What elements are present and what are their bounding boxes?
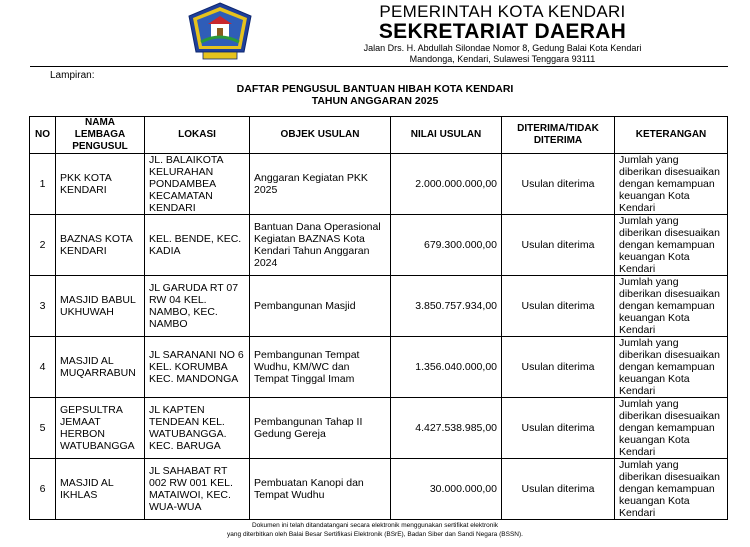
institution-name: GEPSULTRA JEMAAT HERBON WATUBANGGA — [56, 398, 145, 459]
row-number: 5 — [30, 398, 56, 459]
remarks: Jumlah yang diberikan disesuaikan dengan kemampuan keuangan Kota Kendari — [615, 398, 728, 459]
proposal-object: Anggaran Kegiatan PKK 2025 — [250, 154, 391, 215]
table-row — [30, 337, 728, 398]
institution-name: BAZNAS KOTA KENDARI — [56, 215, 145, 276]
col-header-no: NO — [30, 117, 56, 154]
proposal-value: 1.356.040.000,00 — [391, 337, 502, 398]
lampiran-label: Lampiran: — [50, 70, 95, 81]
proposal-object: Pembuatan Kanopi dan Tempat Wudhu — [250, 459, 391, 520]
electronic-signature-note — [0, 521, 750, 539]
row-number: 3 — [30, 276, 56, 337]
remarks: Jumlah yang diberikan disesuaikan dengan kemampuan keuangan Kota Kendari — [615, 215, 728, 276]
location: JL SAHABAT RT 002 RW 001 KEL. MATAIWOI, KEC. WUA-WUA — [145, 459, 250, 520]
table-row — [30, 459, 728, 520]
row-number: 6 — [30, 459, 56, 520]
office-heading: SEKRETARIAT DAERAH — [378, 20, 627, 43]
acceptance-status: Usulan diterima — [502, 337, 615, 398]
table-row — [30, 398, 728, 459]
institution-name: MASJID AL MUQARRABUN — [56, 337, 145, 398]
address-line-2: Mandonga, Kendari, Sulawesi Tenggara 93111 — [409, 54, 596, 64]
row-number: 2 — [30, 215, 56, 276]
table-row — [30, 215, 728, 276]
acceptance-status: Usulan diterima — [502, 215, 615, 276]
document-subtitle: TAHUN ANGGARAN 2025 — [311, 95, 439, 107]
remarks: Jumlah yang diberikan disesuaikan dengan kemampuan keuangan Kota Kendari — [615, 337, 728, 398]
location: JL GARUDA RT 07 RW 04 KEL. NAMBO, KEC. NAMBO — [145, 276, 250, 337]
institution-name: PKK KOTA KENDARI — [56, 154, 145, 215]
acceptance-status: Usulan diterima — [502, 276, 615, 337]
proposal-object: Bantuan Dana Operasional Kegiatan BAZNAS Kota Kendari Tahun Anggaran 2024 — [250, 215, 391, 276]
acceptance-status: Usulan diterima — [502, 154, 615, 215]
col-header-status: DITERIMA/TIDAK DITERIMA — [502, 117, 615, 154]
remarks: Jumlah yang diberikan disesuaikan dengan kemampuan keuangan Kota Kendari — [615, 459, 728, 520]
location: JL SARANANI NO 6 KEL. KORUMBA KEC. MANDONGA — [145, 337, 250, 398]
col-header-keterangan: KETERANGAN — [615, 117, 728, 154]
document-title: DAFTAR PENGUSUL BANTUAN HIBAH KOTA KENDARI — [236, 83, 514, 95]
address-line-1: Jalan Drs. H. Abdullah Silondae Nomor 8, Gedung Balai Kota Kendari — [363, 43, 642, 53]
row-number: 4 — [30, 337, 56, 398]
footer-line-1: Dokumen ini telah ditandatangani secara elektronik menggunakan sertifikat elektronik — [251, 522, 499, 529]
office-address — [255, 43, 750, 65]
location: JL KAPTEN TENDEAN KEL. WATUBANGGA. KEC. BARUGA — [145, 398, 250, 459]
remarks: Jumlah yang diberikan disesuaikan dengan kemampuan keuangan Kota Kendari — [615, 276, 728, 337]
col-header-nama: NAMA LEMBAGA PENGUSUL — [56, 117, 145, 154]
proposal-value: 30.000.000,00 — [391, 459, 502, 520]
government-heading: PEMERINTAH KOTA KENDARI — [379, 2, 626, 21]
footer-line-2: yang diterbitkan oleh Balai Besar Sertifikasi Elektronik (BSrE), Badan Siber dan Sandi Negara (BSSN). — [227, 531, 523, 538]
proposal-value: 4.427.538.985,00 — [391, 398, 502, 459]
proposal-value: 679.300.000,00 — [391, 215, 502, 276]
institution-name: MASJID AL IKHLAS — [56, 459, 145, 520]
proposal-value: 3.850.757.934,00 — [391, 276, 502, 337]
grant-proposals-table — [29, 116, 728, 520]
institution-name: MASJID BABUL UKHUWAH — [56, 276, 145, 337]
header-divider — [30, 66, 728, 67]
col-header-lokasi: LOKASI — [145, 117, 250, 154]
remarks: Jumlah yang diberikan disesuaikan dengan kemampuan keuangan Kota Kendari — [615, 154, 728, 215]
location: JL. BALAIKOTA KELURAHAN PONDAMBEA KECAMATAN KENDARI — [145, 154, 250, 215]
table-header-row — [30, 117, 728, 154]
location: KEL. BENDE, KEC. KADIA — [145, 215, 250, 276]
proposal-value: 2.000.000.000,00 — [391, 154, 502, 215]
row-number: 1 — [30, 154, 56, 215]
col-header-objek: OBJEK USULAN — [250, 117, 391, 154]
proposal-object: Pembangunan Tempat Wudhu, KM/WC dan Tempat Tinggal Imam — [250, 337, 391, 398]
acceptance-status: Usulan diterima — [502, 459, 615, 520]
proposal-object: Pembangunan Tahap II Gedung Gereja — [250, 398, 391, 459]
city-emblem-logo — [187, 2, 253, 60]
table-row — [30, 276, 728, 337]
table-row — [30, 154, 728, 215]
col-header-nilai: NILAI USULAN — [391, 117, 502, 154]
proposal-object: Pembangunan Masjid — [250, 276, 391, 337]
acceptance-status: Usulan diterima — [502, 398, 615, 459]
